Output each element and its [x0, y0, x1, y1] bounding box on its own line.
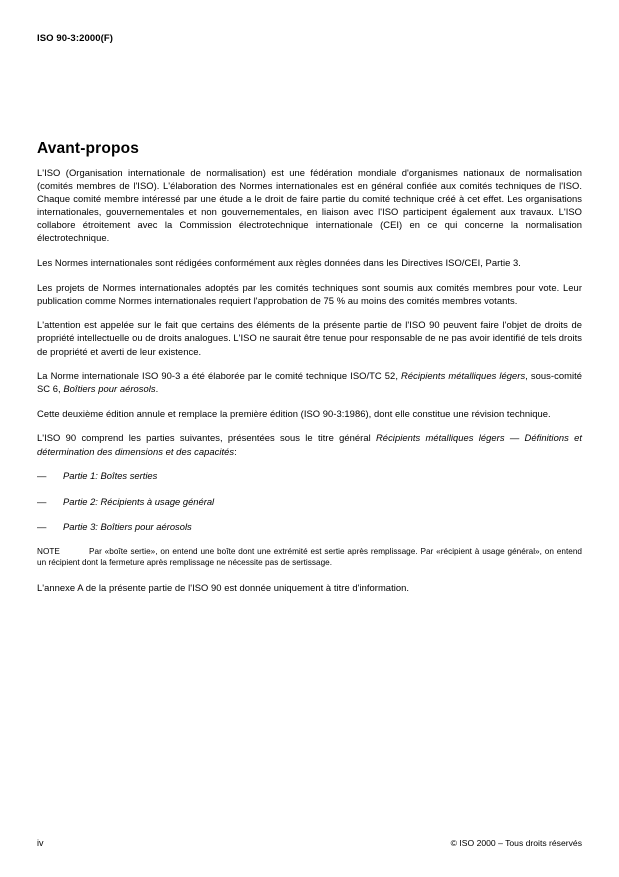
- list-item-label: Partie 3: Boîtiers pour aérosols: [63, 521, 192, 533]
- parts-intro-text-1: L'ISO 90 comprend les parties suivantes, présentées sous le titre général: [37, 432, 376, 444]
- list-item: [37, 520, 582, 533]
- paragraph-parts-intro: [37, 431, 582, 457]
- general-title-italic: Récipients métalliques légers — Définitions et détermination des dimensions et des capacités: [37, 432, 583, 457]
- parts-intro-text-2: :: [234, 445, 237, 457]
- running-head: ISO 90-3:2000(F): [37, 33, 114, 44]
- document-body: [37, 166, 582, 605]
- committee-title-italic-1: Récipients métalliques légers: [401, 370, 526, 382]
- subcommittee-title-italic: Boîtiers pour aérosols: [63, 383, 156, 395]
- em-dash-bullet-icon: —: [37, 495, 47, 507]
- note-block: [37, 546, 582, 569]
- committee-origin-text-2: , sous-comité SC 6,: [37, 370, 582, 395]
- page-title: Avant-propos: [37, 140, 139, 158]
- list-item: [37, 495, 582, 508]
- paragraph-second-edition: Cette deuxième édition annule et remplace la première édition (ISO 90-3:1986), dont elle constitue une révision technique.: [37, 407, 551, 419]
- page-footer: [0, 838, 619, 854]
- em-dash-bullet-icon: —: [37, 470, 47, 482]
- paragraph-patent-rights: L'attention est appelée sur le fait que certains des éléments de la présente partie de l'ISO 90 peuvent faire l'objet de droits de propriété intellectuelle ou de droits analogues. L'ISO ne saurait être tenue pour responsable de ne pas avoir identifié de tels droits de propriété et averti de leur existence.: [37, 319, 582, 357]
- paragraph-voting: Les projets de Normes internationales adoptés par les comités techniques sont soumis aux comités membres pour vote. Leur publication comme Normes internationales requiert l'approbation de 75 % au moins des comités membres votants.: [37, 281, 582, 306]
- list-item-label: Partie 1: Boîtes serties: [63, 470, 158, 482]
- committee-origin-text-1: La Norme internationale ISO 90-3 a été élaborée par le comité technique ISO/TC 52,: [37, 370, 402, 382]
- committee-origin-text-3: .: [155, 383, 159, 395]
- list-item: [37, 469, 582, 482]
- footer-page-number: iv: [37, 838, 44, 848]
- parts-list: [37, 469, 582, 533]
- paragraph-foreword-intro: L'ISO (Organisation internationale de normalisation) est une fédération mondiale d'organismes nationaux de normalisation (comités membres de l'ISO). L'élaboration des Normes internationales est en général confiée aux comités techniques de l'ISO. Chaque comité membre intéressé par une étude a le droit de faire partie du comité technique créé à cet effet. Les organisations internationales, gouvernementales et non gouvernementales, en liaison avec l'ISO participent également aux travaux. L'ISO collabore étroitement avec la Commission électrotechnique internationale (CEI) en ce qui concerne la normalisation électrotechnique.: [37, 167, 582, 244]
- note-label: NOTE: [37, 546, 60, 556]
- paragraph-committee-origin: [37, 369, 582, 395]
- em-dash-bullet-icon: —: [37, 521, 47, 533]
- paragraph-drafting-rules: Les Normes internationales sont rédigées conformément aux règles données dans les Directives ISO/CEI, Partie 3.: [37, 257, 521, 269]
- list-item-label: Partie 2: Récipients à usage général: [63, 495, 215, 507]
- note-text: Par «boîte sertie», on entend une boîte dont une extrémité est sertie après remplissage. Par «récipient à usage général», on entend un récipient dont la fermeture après remplissage ne nécessite pas de sertissage.: [37, 546, 582, 568]
- paragraph-annex-a: L'annexe A de la présente partie de l'ISO 90 est donnée uniquement à titre d'information.: [37, 581, 410, 593]
- footer-copyright: © ISO 2000 – Tous droits réservés: [450, 838, 582, 848]
